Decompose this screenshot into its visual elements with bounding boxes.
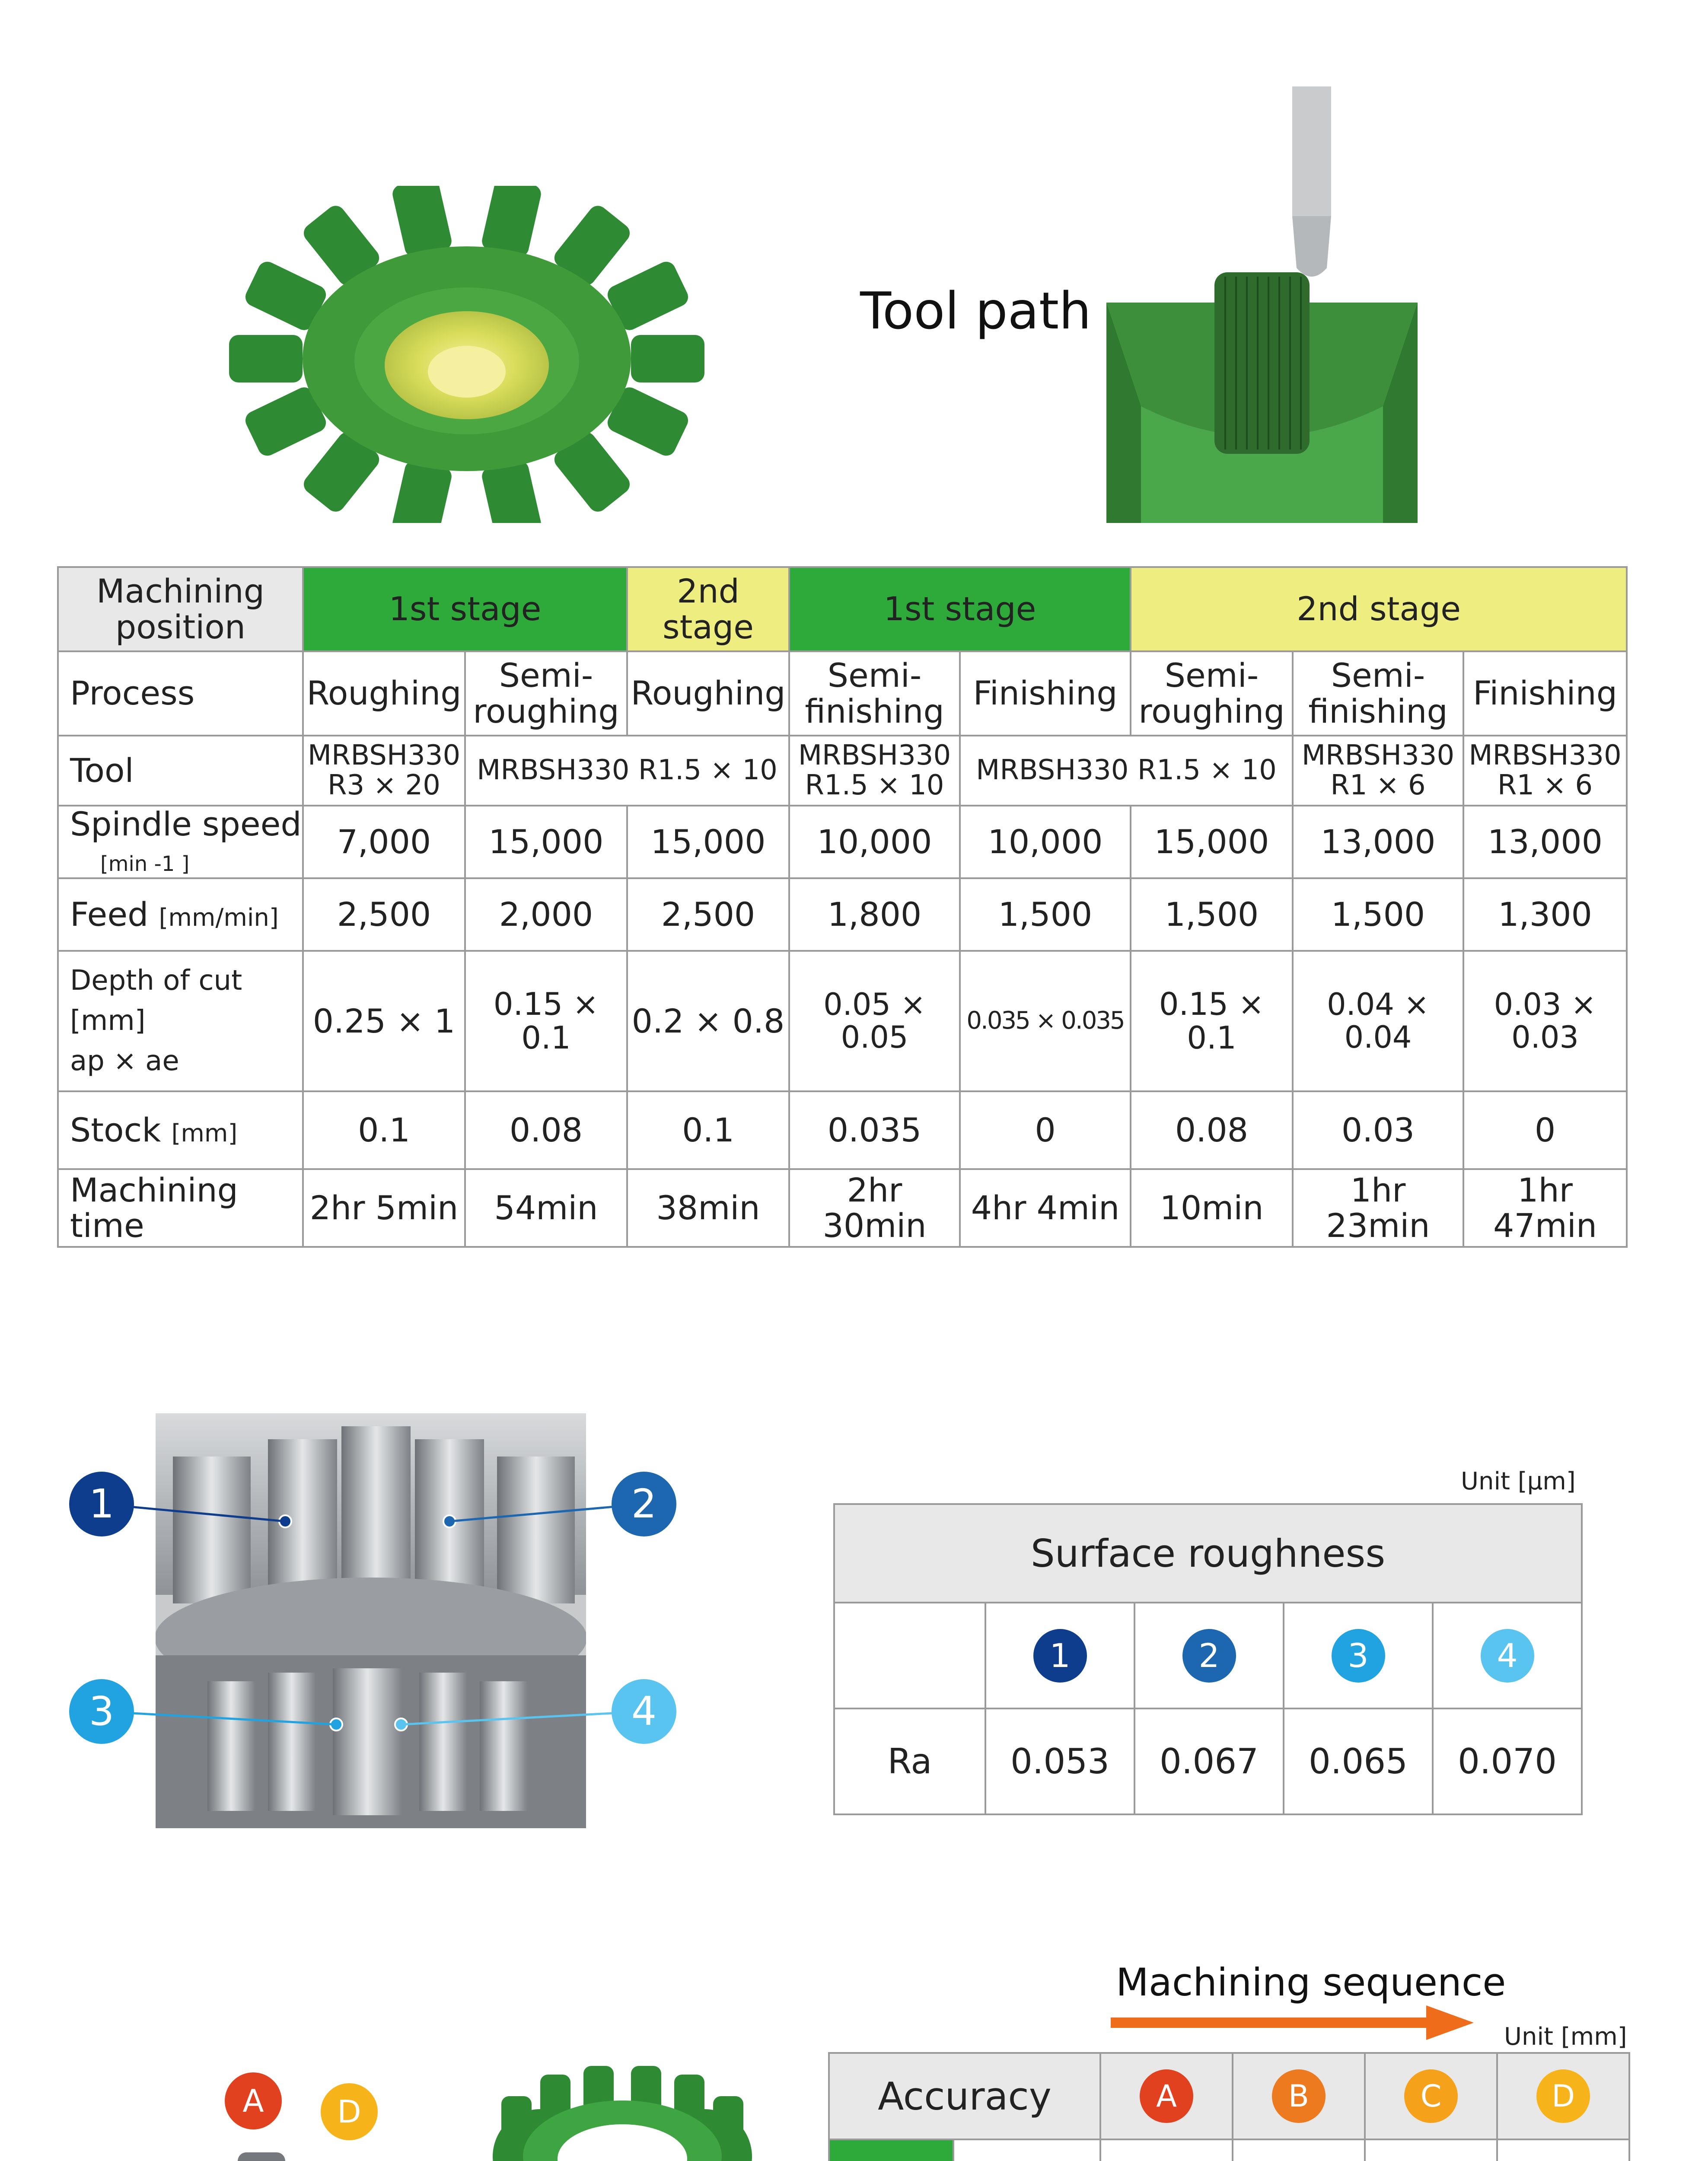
spindle-label-text: Spindle speed (70, 805, 302, 843)
surface-roughness-table (833, 1503, 1583, 1815)
sequence-arrow-icon (1111, 2005, 1478, 2040)
stock-cell: 0.1 (627, 1091, 789, 1169)
stage1-actual (1233, 2139, 1365, 2161)
feed-label-text: Feed (70, 895, 149, 934)
process-cell: Semi-finishing (1293, 651, 1463, 736)
stock-cell: 0.03 (1293, 1091, 1463, 1169)
badge-a-diagram: A (225, 2072, 282, 2129)
stock-unit: [mm] (171, 1119, 238, 1148)
process-cell: Roughing (627, 651, 789, 736)
roughness-empty (834, 1603, 985, 1708)
feed-cell: 1,500 (960, 878, 1131, 951)
spindle-unit: [min -1 ] (100, 852, 190, 877)
stage1-actual (1100, 2139, 1233, 2161)
depth-cell: 0.15 × 0.1 (1131, 951, 1293, 1091)
roughness-value: 0.053 (985, 1708, 1134, 1814)
badge-c: C (1404, 2069, 1458, 2123)
green-ring-render (475, 2049, 769, 2161)
stage1-actual (1497, 2139, 1629, 2161)
process-cell: Finishing (960, 651, 1131, 736)
accuracy-point-c (1365, 2053, 1497, 2139)
spindle-cell: 10,000 (960, 806, 1131, 878)
position-4: 2nd stage (1131, 567, 1627, 651)
stock-cell: 0 (1463, 1091, 1627, 1169)
feed-cell: 2,500 (303, 878, 465, 951)
sequence-label: Machining sequence (1116, 1960, 1506, 2005)
time-cell: 1hr 23min (1293, 1169, 1463, 1247)
feed-cell: 1,500 (1293, 878, 1463, 951)
callout-1: 1 (69, 1472, 134, 1536)
depth-cell: 0.25 × 1 (303, 951, 465, 1091)
badge-3: 3 (1332, 1629, 1385, 1683)
time-cell: 38min (627, 1169, 789, 1247)
time-cell: 2hr 30min (789, 1169, 960, 1247)
badge-b: B (1272, 2069, 1326, 2123)
feed-cell: 1,800 (789, 878, 960, 951)
callout-4: 4 (612, 1679, 676, 1744)
tool-path-label: Tool path (860, 281, 1091, 341)
depth-cell: 0.2 × 0.8 (627, 951, 789, 1091)
badge-d: D (1536, 2069, 1590, 2123)
stock-label-text: Stock (70, 1111, 161, 1150)
label-tool: Tool (58, 736, 303, 806)
time-cell: 1hr 47min (1463, 1169, 1627, 1247)
callout-2: 2 (612, 1472, 676, 1536)
roughness-point-3 (1284, 1603, 1433, 1708)
depth-cell: 0.04 × 0.04 (1293, 951, 1463, 1091)
badge-4: 4 (1481, 1629, 1534, 1683)
badge-1: 1 (1033, 1629, 1087, 1683)
spindle-cell: 15,000 (1131, 806, 1293, 878)
callout-3: 3 (69, 1679, 134, 1744)
stock-cell: 0.08 (1131, 1091, 1293, 1169)
stock-cell: 0 (960, 1091, 1131, 1169)
tool-cell: MRBSH330 R1.5 × 10 (465, 736, 789, 806)
label-process: Process (58, 651, 303, 736)
spindle-cell: 15,000 (627, 806, 789, 878)
stock-cell: 0.1 (303, 1091, 465, 1169)
spindle-cell: 13,000 (1293, 806, 1463, 878)
depth-label-text: Depth of cut [mm] (70, 965, 242, 1037)
roughness-row-label: Ra (834, 1708, 985, 1814)
depth-cell: 0.03 × 0.03 (1463, 951, 1627, 1091)
time-cell: 2hr 5min (303, 1169, 465, 1247)
depth-cell: 0.15 × 0.1 (465, 951, 627, 1091)
roughness-unit: Unit [μm] (1461, 1467, 1576, 1495)
label-position: Machining position (58, 567, 303, 651)
accuracy-title: Accuracy (829, 2053, 1100, 2139)
depth-sub: ap × ae (70, 1045, 179, 1077)
feed-cell: 1,300 (1463, 878, 1627, 951)
label-time: Machining time (58, 1169, 303, 1247)
accuracy-point-a (1100, 2053, 1233, 2139)
roughness-value: 0.070 (1433, 1708, 1582, 1814)
stage-1-label (829, 2139, 953, 2161)
depth-cell: 0.035 × 0.035 (960, 951, 1131, 1091)
time-cell: 54min (465, 1169, 627, 1247)
gear-diagram (73, 2135, 454, 2161)
accuracy-point-b (1233, 2053, 1365, 2139)
stock-cell: 0.08 (465, 1091, 627, 1169)
roughness-value: 0.065 (1284, 1708, 1433, 1814)
badge-a: A (1140, 2069, 1193, 2123)
process-cell: Roughing (303, 651, 465, 736)
spindle-cell: 10,000 (789, 806, 960, 878)
roughness-point-1 (985, 1603, 1134, 1708)
tool-cell: MRBSH330 R1 × 6 (1463, 736, 1627, 806)
tool-cell: MRBSH330 R1.5 × 10 (960, 736, 1293, 806)
time-cell: 4hr 4min (960, 1169, 1131, 1247)
feed-cell: 1,500 (1131, 878, 1293, 951)
accuracy-table (828, 2052, 1630, 2161)
feed-cell: 2,000 (465, 878, 627, 951)
tool-cell: MRBSH330 R1 × 6 (1293, 736, 1463, 806)
process-cell: Semi-roughing (465, 651, 627, 736)
accuracy-unit: Unit [mm] (1504, 2023, 1627, 2051)
roughness-title: Surface roughness (834, 1504, 1582, 1603)
roughness-value: 0.067 (1134, 1708, 1284, 1814)
feed-cell: 2,500 (627, 878, 789, 951)
roughness-point-4 (1433, 1603, 1582, 1708)
spindle-cell: 13,000 (1463, 806, 1627, 878)
tool-cell: MRBSH330 R1.5 × 10 (789, 736, 960, 806)
process-cell: Semi-finishing (789, 651, 960, 736)
roughness-point-2 (1134, 1603, 1284, 1708)
accuracy-point-d (1497, 2053, 1629, 2139)
actual-label (953, 2139, 1100, 2161)
position-1: 1st stage (303, 567, 627, 651)
process-cell: Semi-roughing (1131, 651, 1293, 736)
feed-unit: [mm/min] (159, 904, 279, 932)
position-3: 1st stage (789, 567, 1131, 651)
badge-d-diagram: D (321, 2083, 378, 2140)
stage1-actual (1365, 2139, 1497, 2161)
badge-2: 2 (1182, 1629, 1236, 1683)
depth-cell: 0.05 × 0.05 (789, 951, 960, 1091)
position-2: 2nd stage (627, 567, 789, 651)
time-cell: 10min (1131, 1169, 1293, 1247)
process-cell: Finishing (1463, 651, 1627, 736)
stock-cell: 0.035 (789, 1091, 960, 1169)
spindle-cell: 7,000 (303, 806, 465, 878)
tool-cell: MRBSH330 R3 × 20 (303, 736, 465, 806)
spindle-cell: 15,000 (465, 806, 627, 878)
